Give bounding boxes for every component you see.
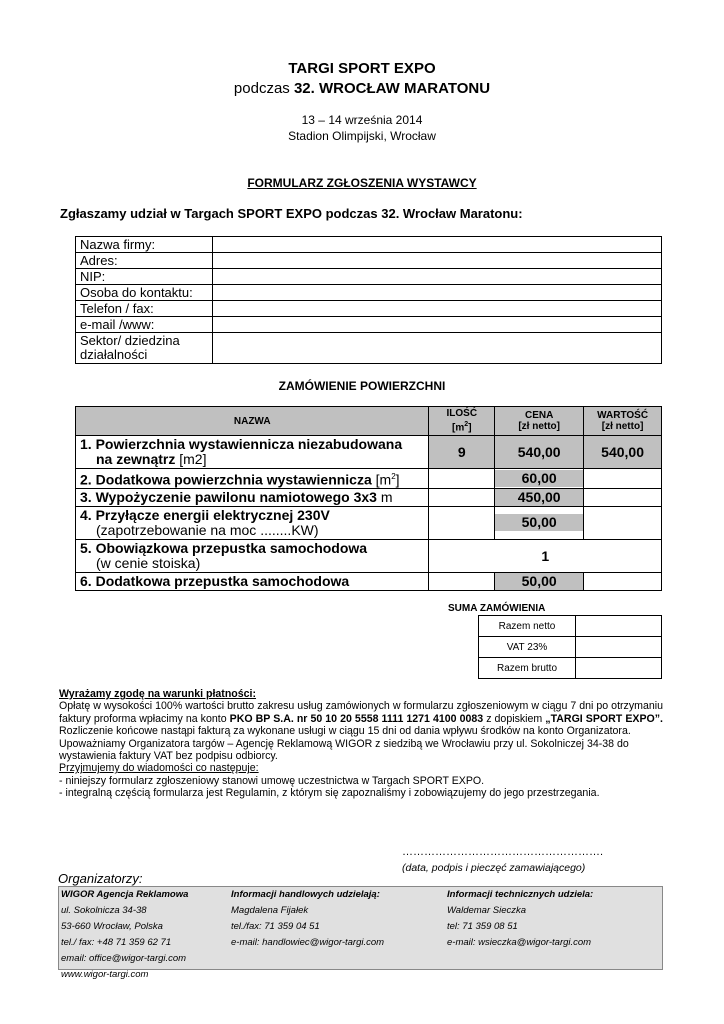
subtitle-prefix: podczas [233, 80, 290, 97]
tech-heading: Informacji technicznych udziela: [447, 889, 594, 900]
company-row [76, 333, 662, 364]
summary-title: SUMA ZAMÓWIENIA [448, 603, 546, 614]
item-unit-end: ] [395, 471, 400, 488]
item-no: 3. [80, 488, 92, 505]
summary-vat-label: VAT 23% [479, 637, 576, 658]
company-row [76, 317, 662, 333]
price-value: 450,00 [495, 489, 583, 506]
price-cell [495, 572, 584, 590]
signature-caption: (data, podpis i pieczęć zamawiającego) [402, 862, 586, 874]
price-value: 50,00 [495, 514, 583, 531]
organizers-box [58, 886, 663, 980]
item-unit: [m2] [179, 451, 207, 467]
item-no: 6. [80, 572, 92, 589]
organizers-label: Organizatorzy: [58, 871, 143, 886]
qty-unit-text: [m [452, 422, 465, 434]
header-value-label: WARTOŚĆ [597, 410, 649, 421]
subtitle-bold: 32. WROCŁAW MARATONU [293, 80, 491, 97]
header-qty-label: ILOŚĆ [446, 408, 478, 420]
company-field-label: Telefon / fax: [76, 301, 213, 317]
sales-phone: tel./fax: 71 359 04 51 [231, 921, 320, 932]
item-no: 5. [80, 539, 92, 556]
org-phone: tel./ fax: +48 71 359 62 71 [61, 937, 172, 948]
qty-cell[interactable] [429, 488, 495, 506]
company-field-label: Nazwa firmy: [76, 237, 213, 253]
item-no: 1. [80, 436, 92, 452]
merged-qty-cell[interactable]: 1 [429, 539, 662, 572]
tech-person: Waldemar Sieczka [447, 905, 527, 916]
nip-input[interactable] [213, 269, 662, 285]
transfer-reference: „TARGI SPORT EXPO”. [545, 712, 663, 725]
company-row [76, 253, 662, 269]
company-row [76, 269, 662, 285]
sales-email[interactable]: e-mail: handlowiec@wigor-targi.com [231, 937, 385, 948]
header-value-unit: [zł netto] [601, 421, 644, 432]
item-line1: Przyłącze energii elektrycznej 230V [95, 506, 330, 523]
company-row [76, 301, 662, 317]
terms-p1-c: Rozliczenie końcowe nastąpi fakturą za wykonane usługi w ciągu 15 dni od dania wpływu środków na konto Organizatora. [59, 725, 631, 738]
company-name-input[interactable] [213, 237, 662, 253]
email-www-input[interactable] [213, 317, 662, 333]
order-header-row [76, 407, 662, 436]
intro-text: Zgłaszamy udział w Targach SPORT EXPO podczas 32. Wrocław Maratonu: [60, 206, 523, 221]
header-value [584, 407, 662, 436]
summary-net-label: Razem netto [479, 616, 576, 637]
qty-unit-end: ] [468, 422, 472, 434]
item-line2: (w cenie stoiska) [96, 554, 201, 571]
sales-person: Magdalena Fijałek [231, 905, 309, 916]
qty-unit-sup: 2 [464, 421, 469, 429]
company-field-label: Adres: [76, 253, 213, 269]
sector-label [76, 333, 213, 364]
item-name [76, 436, 429, 469]
item-name [76, 572, 429, 590]
item-name [76, 539, 429, 572]
org-company-name: WIGOR Agencja Reklamowa [61, 889, 189, 900]
payment-terms [59, 688, 663, 800]
summary-gross-value[interactable] [576, 658, 662, 679]
order-row [76, 506, 662, 539]
item-line1: Obowiązkowa przepustka samochodowa [95, 539, 368, 556]
order-row [76, 469, 662, 489]
item-unit: m [380, 488, 393, 505]
terms-paragraph-2: Upoważniamy Organizatora targów – Agencję Reklamową WIGOR z siedzibą we Wrocławiu przy ul. Sokolniczej 34-38 do wystawienia faktury VAT bez podpisu odbiorcy. [59, 737, 629, 763]
price-cell: 540,00 [495, 436, 584, 469]
item-unit: [m [375, 471, 392, 488]
header-price [495, 407, 584, 436]
summary-net-value[interactable] [576, 616, 662, 637]
item-line1: Powierzchnia wystawiennicza niezabudowana [95, 436, 403, 452]
value-cell[interactable] [584, 469, 662, 489]
item-no: 4. [80, 506, 92, 523]
item-line1: Dodatkowa przepustka samochodowa [95, 572, 350, 589]
org-street: ul. Sokolnicza 34-38 [61, 905, 147, 916]
event-title: TARGI SPORT EXPO [288, 60, 436, 77]
phone-fax-input[interactable] [213, 301, 662, 317]
header-name: NAZWA [76, 407, 429, 436]
header-price-unit: [zł netto] [518, 421, 560, 432]
value-cell[interactable]: 540,00 [584, 436, 662, 469]
contact-person-input[interactable] [213, 285, 662, 301]
organizer-col-sales [231, 887, 384, 951]
summary-gross-label: Razem brutto [479, 658, 576, 679]
company-field-label: Osoba do kontaktu: [76, 285, 213, 301]
sector-label-line2: działalności [80, 347, 148, 362]
order-row [76, 436, 662, 469]
sector-input[interactable] [213, 333, 662, 364]
value-cell[interactable] [584, 506, 662, 539]
qty-cell[interactable] [429, 572, 495, 590]
signature-line[interactable]: ………………………………………………. [402, 846, 604, 858]
company-field-label: e-mail /www: [76, 317, 213, 333]
price-cell [495, 488, 584, 506]
qty-cell[interactable]: 9 [429, 436, 495, 469]
terms-item-1: - niniejszy formularz zgłoszeniowy stanowi umowę uczestnictwa w Targach SPORT EXPO. [59, 774, 485, 787]
company-details-table [75, 236, 662, 364]
qty-cell[interactable] [429, 506, 495, 539]
organizer-col-technical [447, 887, 593, 951]
price-value: 50,00 [495, 573, 583, 590]
tech-phone: tel: 71 359 08 51 [447, 921, 518, 932]
terms-paragraph-3-heading: Przyjmujemy do wiadomości co następuje: [59, 762, 259, 775]
form-title: FORMULARZ ZGŁOSZENIA WYSTAWCY [247, 176, 477, 190]
sales-heading: Informacji handlowych udzielają: [231, 889, 380, 900]
org-website[interactable]: www.wigor-targi.com [61, 969, 149, 980]
terms-p1-a: Opłatę w wysokości 100% wartości brutto zakresu usług zamówionych w formularzu zgłoszeniowym w ciągu 7 dni po otrzymaniu faktury proforma wpłacimy na konto [59, 700, 663, 725]
company-field-label: NIP: [76, 269, 213, 285]
price-value: 60,00 [495, 470, 583, 487]
summary-table [478, 615, 662, 679]
item-line1: Wypożyczenie pawilonu namiotowego 3x3 [95, 488, 377, 505]
summary-row [479, 658, 662, 679]
tech-email[interactable]: e-mail: wsieczka@wigor-targi.com [447, 937, 592, 948]
item-line1: Dodatkowa powierzchnia wystawiennicza [95, 471, 372, 488]
item-no: 2. [80, 471, 92, 488]
terms-item-2: - integralną częścią formularza jest Regulamin, z którym się zapoznaliśmy i zobowiązujemy do jego przestrzegania. [59, 787, 600, 800]
order-row [76, 539, 662, 572]
summary-row [479, 637, 662, 658]
value-cell[interactable] [584, 572, 662, 590]
price-cell [495, 469, 584, 489]
org-city: 53-660 Wrocław, Polska [61, 921, 163, 932]
header-price-label: CENA [525, 410, 554, 421]
address-input[interactable] [213, 253, 662, 269]
bank-account: PKO BP S.A. nr 50 10 20 5558 1111 1271 4100 0083 [229, 712, 484, 725]
qty-cell[interactable] [429, 469, 495, 489]
sector-label-line1: Sektor/ dziedzina [80, 333, 180, 348]
item-name [76, 506, 429, 539]
item-unit-sup: 2 [391, 472, 396, 481]
value-cell[interactable] [584, 488, 662, 506]
order-row [76, 488, 662, 506]
organizer-col-company [61, 887, 188, 983]
price-cell [495, 506, 584, 539]
event-venue: Stadion Olimpijski, Wrocław [288, 129, 436, 143]
terms-p1-b: z dopiskiem [486, 712, 543, 725]
summary-row [479, 616, 662, 637]
terms-heading: Wyrażamy zgodę na warunki płatności: [59, 688, 257, 700]
summary-vat-value[interactable] [576, 637, 662, 658]
company-row [76, 285, 662, 301]
terms-paragraph-1 [59, 700, 663, 737]
event-subtitle [0, 80, 724, 97]
item-name [76, 488, 429, 506]
order-title: ZAMÓWIENIE POWIERZCHNI [278, 379, 446, 393]
item-line2: (zapotrzebowanie na moc ........KW) [96, 521, 319, 538]
org-email[interactable]: email: office@wigor-targi.com [61, 953, 187, 964]
order-table [75, 406, 662, 591]
order-row [76, 572, 662, 590]
header-qty [429, 407, 495, 436]
header-qty-unit [429, 419, 494, 433]
item-name [76, 469, 429, 489]
company-row [76, 237, 662, 253]
event-dates: 13 – 14 września 2014 [301, 113, 423, 127]
item-line2: na zewnątrz [96, 451, 176, 467]
